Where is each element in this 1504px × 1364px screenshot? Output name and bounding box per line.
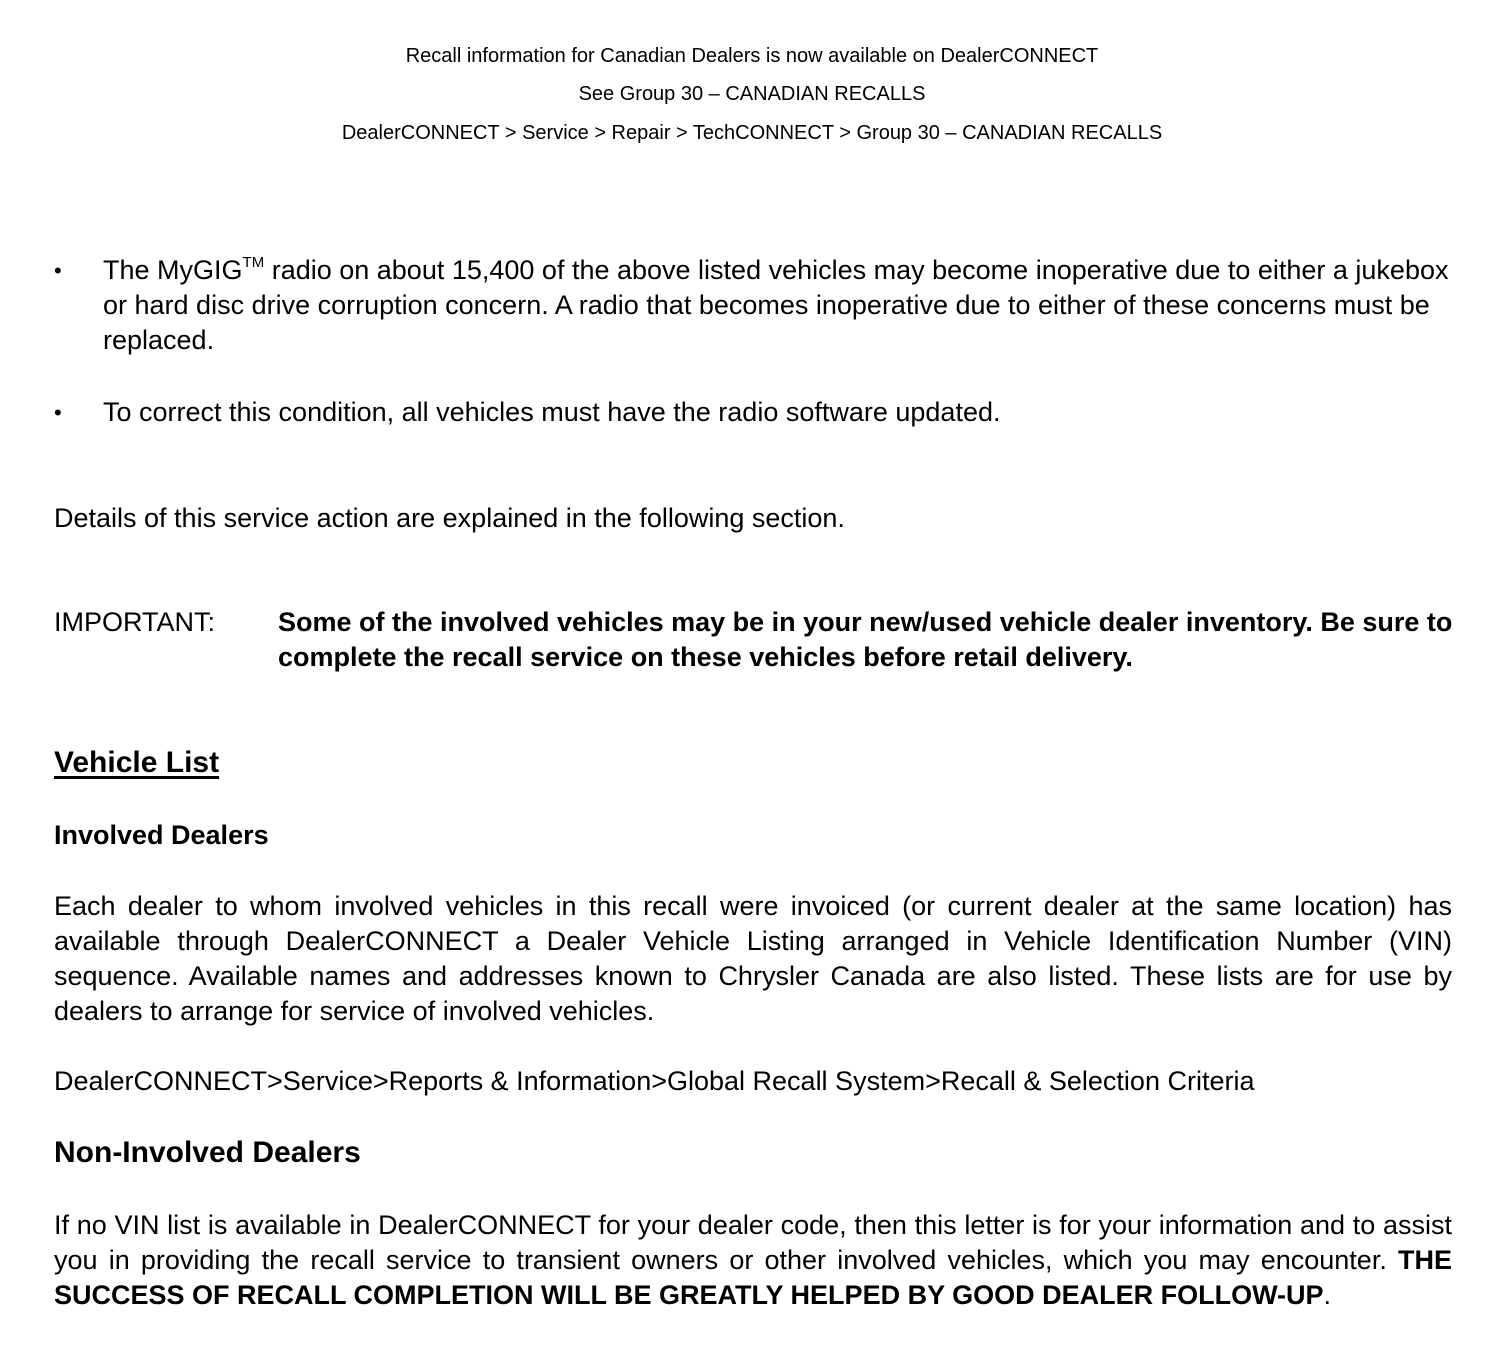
- non-involved-dealers-heading: Non-Involved Dealers: [54, 1136, 361, 1169]
- bullet-item-radio-concern: [54, 253, 1454, 359]
- non-involved-dealers-paragraph: [54, 1208, 1452, 1313]
- bullet-icon: •: [54, 400, 62, 425]
- vehicle-list-heading: Vehicle List: [54, 746, 220, 779]
- involved-dealers-heading: Involved Dealers: [54, 820, 269, 850]
- canadian-recall-notice: Recall information for Canadian Dealers is now available on DealerCONNECT: [405, 45, 1099, 67]
- important-label: IMPORTANT:: [54, 607, 216, 637]
- non-involved-text: If no VIN list is available in DealerCONNECT for your dealer code, then this letter is for your information and to assist you in providing the recall service to transient owners or other involved vehicles, which you may encounter.: [54, 1210, 1452, 1275]
- bullet-text-rest: radio on about 15,400 of the above listed vehicles may become inoperative due to either a jukebox or hard disc drive corruption concern. A radio that becomes inoperative due to either of these concerns must be replaced.: [103, 255, 1449, 355]
- paragraph-period: .: [1323, 1280, 1332, 1310]
- involved-dealers-paragraph: Each dealer to whom involved vehicles in this recall were invoiced (or current dealer at the same location) has available through DealerCONNECT a Dealer Vehicle Listing arranged in Vehicle Identification Number (VIN) sequence. Available names and addresses known to Chrysler Canada are also listed. These lists are for use by dealers to arrange for service of involved vehicles.: [54, 891, 1452, 1026]
- group-30-reference: See Group 30 – CANADIAN RECALLS: [578, 83, 926, 105]
- dealerconnect-navigation-path: DealerCONNECT > Service > Repair > TechCONNECT > Group 30 – CANADIAN RECALLS: [341, 122, 1163, 144]
- bullet-text-start: The MyGIG: [103, 255, 243, 285]
- recall-system-path: DealerCONNECT>Service>Reports & Information>Global Recall System>Recall & Selection Criteria: [54, 1066, 1255, 1096]
- important-text: Some of the involved vehicles may be in your new/used vehicle dealer inventory. Be sure to complete the recall service on these vehicles before retail delivery.: [278, 607, 1453, 672]
- follow-up-emphasis: THE SUCCESS OF RECALL COMPLETION WILL BE GREATLY HELPED BY GOOD DEALER FOLLOW-UP: [54, 1245, 1452, 1310]
- bullet-text: To correct this condition, all vehicles must have the radio software updated.: [103, 397, 1001, 427]
- bullet-item-correction: [54, 395, 1454, 431]
- details-paragraph: Details of this service action are explained in the following section.: [54, 503, 845, 533]
- trademark-superscript: TM: [242, 254, 265, 271]
- bullet-icon: •: [54, 258, 62, 283]
- bullet-text: [103, 253, 1458, 358]
